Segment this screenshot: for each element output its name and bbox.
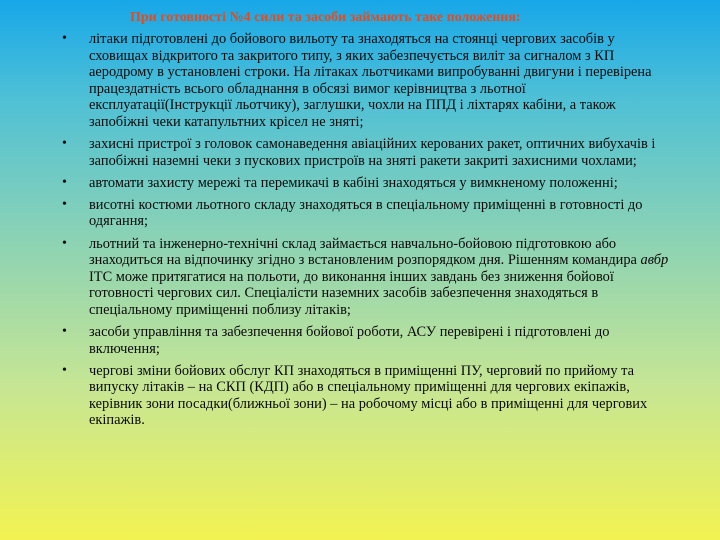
bullet-icon: • (62, 31, 67, 46)
list-item-text-before: льотний та інженерно-технічні склад займається навчально-бойовою підготовкою або знаходиться на відпочинку згідно з встановленим розпорядком дня. Рішенням командира (89, 235, 641, 269)
bullet-icon: • (62, 174, 67, 190)
list-item (62, 363, 672, 429)
list-item-text: автомати захисту мережі та перемикачі в кабіні знаходяться у вимкненому положенні; (89, 174, 618, 191)
list-item-text: висотні костюми льотного складу знаходяться в спеціальному приміщенні в готовності до одягання; (89, 196, 643, 230)
bullet-icon: • (62, 235, 67, 251)
bullet-icon: • (62, 362, 67, 378)
list-item (62, 197, 672, 230)
bullet-icon: • (62, 136, 67, 152)
list-item (62, 324, 672, 357)
list-item-text: засоби управління та забезпечення бойової роботи, АСУ перевірені і підготовлені до включення; (89, 324, 610, 357)
list-item-text: чергові зміни бойових обслуг КП знаходяться в приміщенні ПУ, черговий по прийому та випуску літаків – на СКП (КДП) або в спеціальному приміщенні для чергових екіпажів, керівник зони посадки(ближньої зони) – на робочому місці або в приміщенні для чергових екіпажів. (89, 362, 648, 429)
list-item (62, 136, 672, 169)
list-item (62, 31, 672, 131)
list-item (62, 236, 672, 319)
list-item-text-after: ІТС може притягатися на польоти, до виконання інших завдань без зниження бойової готовності чергових сил. Спеціалісти наземних засобів забезпечення знаходяться в спеціальному приміщенні поблизу літаків; (89, 268, 614, 318)
bullet-icon: • (62, 324, 67, 339)
list-item (62, 175, 672, 192)
bullet-list (62, 31, 672, 435)
bullet-icon: • (62, 196, 67, 212)
list-item-text: захисні пристрої з головок самонаведення авіаційних керованих ракет, оптичних вибухачів і запобіжні наземні чеки з пускових пристроїв на зняті ракети закриті захисними чохлами; (89, 136, 656, 169)
slide-title: При готовності №4 сили та засоби займають таке положення: (130, 10, 521, 25)
list-item-text-italic: авбр (640, 252, 669, 269)
list-item-text: літаки підготовлені до бойового вильоту та знаходяться на стоянці чергових засобів у сховищах відкритого та закритого типу, з яких забезпечується виліт за сигналом з КП аеродрому в установлені строки. На літаках льотчиками випробуванні двигуни і перевірена працездатність всього обладнання в обсязі вимог керівництва з льотної експлуатації(Інструкції льотчику), заглушки, чохли на ППД і ліхтарях кабіни, а також запобіжні чеки катапультних крісел не зняті; (89, 31, 652, 130)
